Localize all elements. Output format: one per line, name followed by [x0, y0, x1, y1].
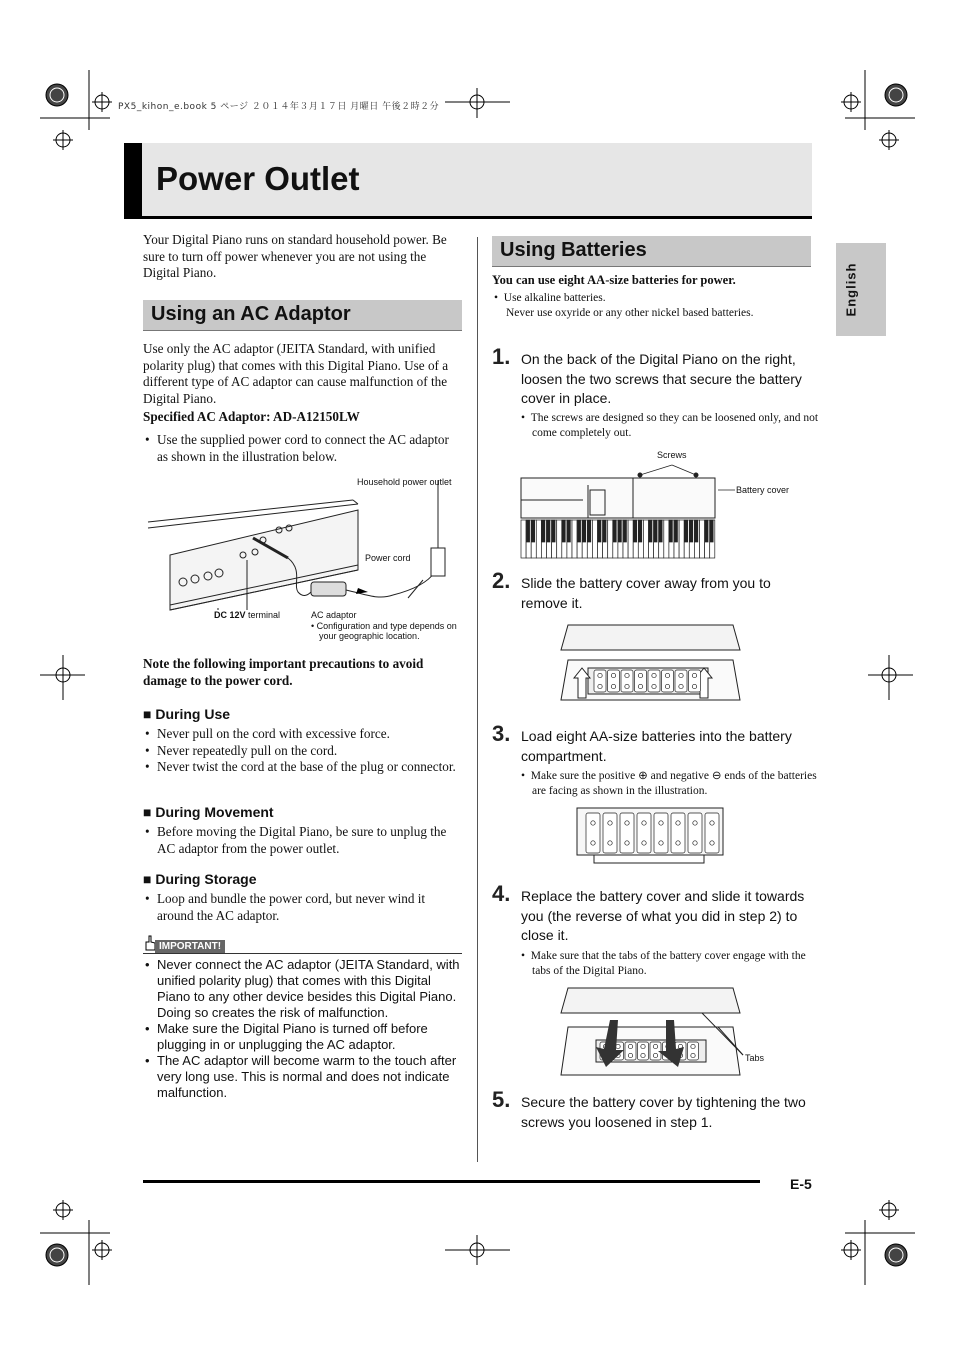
- batteries-bullet-line2: Never use oxyride or any other nickel based batteries.: [506, 307, 754, 319]
- ac-spec: Specified AC Adaptor: AD-A12150LW: [143, 409, 360, 424]
- piano-black-key: [598, 520, 601, 542]
- battery-terminal: [691, 1053, 695, 1057]
- piano-black-key: [527, 520, 530, 542]
- step-number: 4.: [492, 881, 511, 906]
- step-text: Secure the battery cover by tightening the two screws you loosened in step 1.: [521, 1094, 806, 1130]
- battery-terminal: [692, 684, 696, 688]
- piano-black-key: [613, 520, 616, 542]
- during-storage-heading: ■ During Storage: [143, 871, 257, 887]
- step-number: 3.: [492, 721, 511, 746]
- battery-terminal: [692, 673, 696, 677]
- battery-terminal: [611, 673, 615, 677]
- battery-terminal: [616, 1044, 620, 1048]
- label-screws: Screws: [657, 450, 687, 460]
- battery-terminal: [676, 821, 680, 825]
- battery-terminal: [665, 673, 669, 677]
- battery-terminal: [691, 1044, 695, 1048]
- list-item: • Before moving the Digital Piano, be sure to unplug the AC adaptor from the power outlet.: [143, 824, 463, 857]
- battery-compartment-illustration: [574, 805, 726, 867]
- during-movement-list: [143, 824, 463, 857]
- piano-black-key: [634, 520, 637, 542]
- battery-cell: [705, 813, 719, 853]
- battery-terminal: [653, 1044, 657, 1048]
- label-ac-adaptor: AC adaptor: [311, 610, 357, 620]
- during-use-list: [143, 726, 463, 776]
- piano-black-key: [654, 520, 657, 542]
- battery-terminal: [625, 673, 629, 677]
- language-tab-label: English: [843, 262, 859, 317]
- step-text: Load eight AA-size batteries into the battery compartment.: [521, 728, 792, 764]
- column-divider: [477, 237, 478, 1162]
- piano-key: [608, 520, 613, 558]
- battery-terminal: [710, 821, 714, 825]
- battery-terminal: [625, 841, 629, 845]
- label-dc-terminal: [214, 610, 280, 620]
- label-tabs: Tabs: [745, 1053, 765, 1063]
- step-note-text: The screws are designed so they can be loosened only, and not come completely out.: [530, 412, 819, 439]
- during-use-title: During Use: [155, 706, 231, 722]
- list-item: • Never repeatedly pull on the cord.: [143, 743, 463, 760]
- piano-black-key: [603, 520, 606, 542]
- battery-terminal: [659, 841, 663, 845]
- battery-terminal: [693, 841, 697, 845]
- piano-black-key: [578, 520, 581, 542]
- step-note: • Make sure that the tabs of the battery cover engage with the tabs of the Digital Piano.: [521, 950, 806, 977]
- piano-black-key: [674, 520, 677, 542]
- ac-paragraph: Use only the AC adaptor (JEITA Standard, with unified polarity plug) that comes with this Digital Piano. Use of a different type of AC adaptor can cause malfunction of the Digital Piano.: [143, 341, 449, 406]
- battery-terminal: [598, 684, 602, 688]
- step-note: • The screws are designed so they can be loosened only, and not come completely out.: [521, 412, 819, 439]
- piano-black-key: [567, 520, 570, 542]
- battery-terminal: [638, 673, 642, 677]
- step-note-text: Make sure the positive ⊕ and negative ⊖ ends of the batteries are facing as shown in the illustration.: [530, 770, 817, 797]
- battery-terminal: [611, 684, 615, 688]
- label-config-text: Configuration and type depends on your geographic location.: [316, 621, 457, 641]
- list-item: • Make sure the Digital Piano is turned off before plugging in or unplugging the AC adaptor.: [143, 1021, 463, 1053]
- step-note: • Make sure the positive ⊕ and negative ⊖ ends of the batteries are facing as shown in the illustration.: [521, 770, 817, 797]
- battery-terminal: [608, 841, 612, 845]
- piano-black-key: [695, 520, 698, 542]
- ac-bullet: • Use the supplied power cord to connect the AC adaptor as shown in the illustration below.: [143, 432, 463, 465]
- important-block: [143, 957, 463, 1101]
- battery-terminal: [679, 684, 683, 688]
- battery-terminal: [591, 821, 595, 825]
- piano-key: [521, 520, 526, 558]
- battery-terminal: [638, 684, 642, 688]
- callout-lines: [640, 455, 740, 495]
- step-number: 5.: [492, 1087, 511, 1112]
- piano-black-key: [710, 520, 713, 542]
- footer-rule: [143, 1180, 760, 1183]
- step-note-text: Make sure that the tabs of the battery cover engage with the tabs of the Digital Piano.: [530, 950, 806, 977]
- piano-black-key: [705, 520, 708, 542]
- list-item: • Never connect the AC adaptor (JEITA Standard, with unified polarity plug) that comes with this Digital Piano to any other device besides this Digital Piano. Doing so creates the risk of malfunction.: [143, 957, 463, 1021]
- piano-key: [628, 520, 633, 558]
- during-storage-list: [143, 891, 463, 924]
- piano-black-key: [552, 520, 555, 542]
- battery-terminal: [625, 684, 629, 688]
- battery-terminal: [642, 841, 646, 845]
- battery-cell: [586, 813, 600, 853]
- piano-black-key: [639, 520, 642, 542]
- battery-terminal: [641, 1044, 645, 1048]
- piano-black-key: [542, 520, 545, 542]
- battery-cell: [654, 813, 668, 853]
- label-power-cord: Power cord: [365, 553, 411, 563]
- piano-key: [572, 520, 577, 558]
- piano-black-key: [583, 520, 586, 542]
- piano-black-key: [588, 520, 591, 542]
- important-badge: IMPORTANT!: [155, 940, 225, 953]
- label-battery-cover: Battery cover: [736, 485, 790, 495]
- battery-cell: [688, 813, 702, 853]
- battery-cell: [603, 813, 617, 853]
- label-household-outlet: Household power outlet: [357, 477, 452, 487]
- ac-adaptor-illustration: [143, 470, 463, 645]
- list-item: • The AC adaptor will become warm to the touch after very long use. This is normal and does not indicate malfunction.: [143, 1053, 463, 1101]
- ac-heading: Using an AC Adaptor: [143, 300, 462, 331]
- battery-terminal: [676, 841, 680, 845]
- intro-paragraph: Your Digital Piano runs on standard household power. Be sure to turn off power whenever you are not using the Digital Piano.: [143, 232, 447, 280]
- important-list: [143, 957, 463, 1101]
- print-header: PX5_kihon_e.book 5 ページ ２０１４年３月１７日 月曜日 午後２時２分: [118, 102, 440, 112]
- important-rule: [143, 953, 462, 954]
- piano-key: [592, 520, 597, 558]
- battery-terminal: [598, 673, 602, 677]
- battery-cell: [637, 813, 651, 853]
- battery-terminal: [641, 1053, 645, 1057]
- battery-terminal: [693, 821, 697, 825]
- page-title: Power Outlet: [156, 160, 360, 197]
- piano-black-key: [618, 520, 621, 542]
- during-movement-title: During Movement: [155, 804, 274, 820]
- piano-black-key: [685, 520, 688, 542]
- label-dc-terminal-bold: DC 12V: [214, 610, 246, 620]
- list-item: • Loop and bundle the power cord, but never wind it around the AC adaptor.: [143, 891, 463, 924]
- battery-terminal: [710, 841, 714, 845]
- piano-key: [664, 520, 669, 558]
- label-config: • Configuration and type depends on your geographic location.: [311, 621, 457, 641]
- piano-black-key: [532, 520, 535, 542]
- battery-terminal: [652, 673, 656, 677]
- piano-key: [679, 520, 684, 558]
- label-dc-terminal-rest: terminal: [245, 610, 281, 620]
- battery-terminal: [591, 841, 595, 845]
- piano-black-key: [690, 520, 693, 542]
- batteries-bullet-line1: • Use alkaline batteries.: [494, 292, 606, 304]
- precautions-note: Note the following important precautions to avoid damage to the power cord.: [143, 656, 424, 688]
- batteries-lead: You can use eight AA-size batteries for power.: [492, 273, 736, 287]
- battery-cell: [620, 813, 634, 853]
- battery-cover-replace-illustration: [558, 985, 748, 1080]
- battery-terminal: [628, 1053, 632, 1057]
- battery-terminal: [608, 821, 612, 825]
- piano-black-key: [659, 520, 662, 542]
- battery-cell: [671, 813, 685, 853]
- battery-terminal: [625, 821, 629, 825]
- piano-key: [643, 520, 648, 558]
- batteries-heading: Using Batteries: [492, 236, 811, 267]
- piano-key: [557, 520, 562, 558]
- battery-cover-removed-illustration: [558, 620, 743, 710]
- battery-terminal: [679, 673, 683, 677]
- during-storage-title: During Storage: [155, 871, 257, 887]
- page-number: E-5: [790, 1176, 812, 1192]
- during-movement-heading: ■ During Movement: [143, 804, 274, 820]
- list-item: • Never twist the cord at the base of the plug or connector.: [143, 759, 463, 776]
- ac-bullet-list: [143, 432, 463, 465]
- battery-terminal: [642, 821, 646, 825]
- battery-terminal: [652, 684, 656, 688]
- piano-key: [700, 520, 705, 558]
- battery-terminal: [665, 684, 669, 688]
- title-bar-accent: [124, 143, 142, 219]
- step-number: 1.: [492, 344, 511, 369]
- batteries-bullet-text1: Use alkaline batteries.: [503, 292, 606, 304]
- battery-terminal: [653, 1053, 657, 1057]
- piano-black-key: [562, 520, 565, 542]
- during-use-heading: ■ During Use: [143, 706, 231, 722]
- step-text: On the back of the Digital Piano on the right, loosen the two screws that secure the battery cover in place.: [521, 351, 802, 406]
- piano-black-key: [547, 520, 550, 542]
- step-number: 2.: [492, 568, 511, 593]
- batteries-bullet: [494, 291, 809, 321]
- battery-terminal: [628, 1044, 632, 1048]
- language-tab-label-wrap: [836, 243, 866, 336]
- step-text: Slide the battery cover away from you to remove it.: [521, 575, 771, 611]
- piano-black-key: [623, 520, 626, 542]
- piano-black-key: [669, 520, 672, 542]
- piano-key: [536, 520, 541, 558]
- step-text: Replace the battery cover and slide it towards you (the reverse of what you did in step 2) to close it.: [521, 888, 805, 943]
- battery-terminal: [659, 821, 663, 825]
- list-item: • Never pull on the cord with excessive force.: [143, 726, 463, 743]
- piano-black-key: [649, 520, 652, 542]
